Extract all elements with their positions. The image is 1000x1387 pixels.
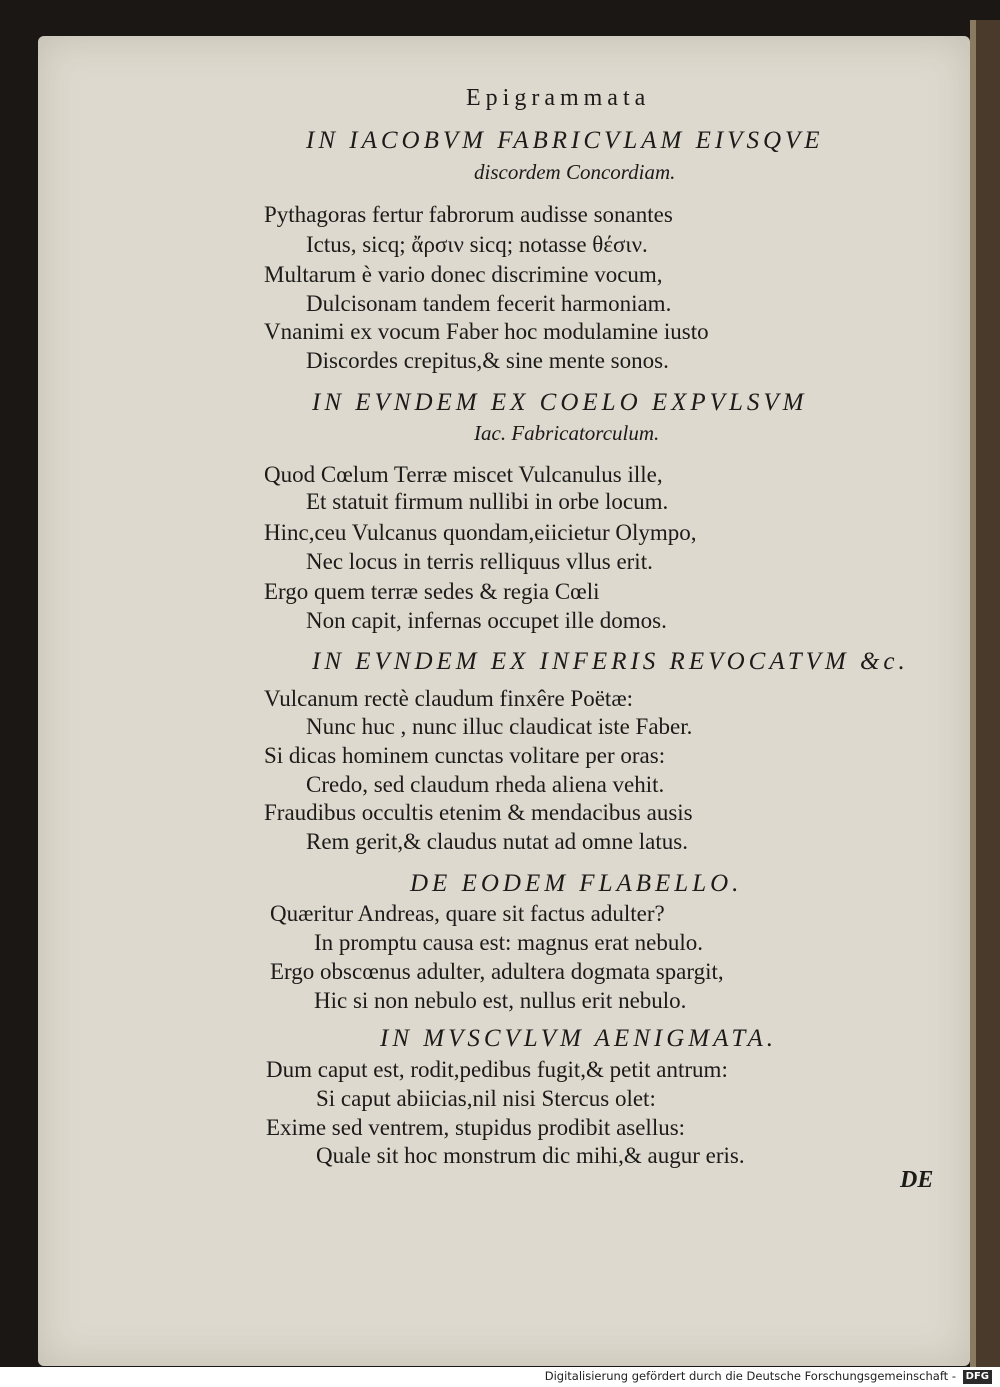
verse-line: Dulcisonam tandem fecerit harmoniam. <box>306 291 672 316</box>
section-5-heading: IN MVSCVLVM AENIGMATA. <box>380 1025 777 1052</box>
verse-line: Nec locus in terris relliquus vllus erit. <box>306 549 653 574</box>
verse-line: Hinc,ceu Vulcanus quondam,eiicietur Olympo, <box>264 520 697 545</box>
verse-line: Quod Cœlum Terræ miscet Vulcanulus ille, <box>264 462 663 487</box>
verse-line: Ergo quem terræ sedes & regia Cœli <box>264 579 600 604</box>
section-2-subheading: Iac. Fabricatorculum. <box>474 421 660 445</box>
verse-line: Quale sit hoc monstrum dic mihi,& augur eris. <box>316 1143 745 1168</box>
verse-line: Si caput abiicias,nil nisi Stercus olet: <box>316 1086 656 1111</box>
book-edge <box>970 20 1000 1367</box>
running-head: Epigrammata <box>466 85 651 111</box>
verse-line: Si dicas hominem cunctas volitare per oras: <box>264 743 666 768</box>
section-2-heading: IN EVNDEM EX COELO EXPVLSVM <box>312 389 808 416</box>
verse-line: Exime sed ventrem, stupidus prodibit asellus: <box>266 1115 686 1140</box>
verse-line: Vulcanum rectè claudum finxêre Poëtæ: <box>264 686 634 711</box>
verse-line: Quæritur Andreas, quare sit factus adulter? <box>270 901 665 926</box>
dfg-logo: DFG <box>963 1370 992 1384</box>
verse-line: Ergo obscœnus adulter, adultera dogmata spargit, <box>270 959 724 984</box>
verse-line: Multarum è vario donec discrimine vocum, <box>264 262 663 287</box>
verse-line: Dum caput est, rodit,pedibus fugit,& petit antrum: <box>266 1057 728 1082</box>
verse-line: Pythagoras fertur fabrorum audisse sonantes <box>264 202 673 227</box>
verse-line: In promptu causa est: magnus erat nebulo. <box>314 930 703 955</box>
verse-line: Non capit, infernas occupet ille domos. <box>306 608 667 633</box>
section-4-heading: DE EODEM FLABELLO. <box>410 870 743 897</box>
verse-line: Fraudibus occultis etenim & mendacibus ausis <box>264 800 693 825</box>
verse-line: Discordes crepitus,& sine mente sonos. <box>306 348 669 373</box>
verse-line: Ictus, sicq; ἄρσιν sicq; notasse θέσιν. <box>306 232 648 257</box>
verse-line: Nunc huc , nunc illuc claudicat iste Faber. <box>306 714 693 739</box>
funding-notice: Digitalisierung gefördert durch die Deutsche Forschungsgemeinschaft - <box>544 1369 956 1383</box>
catchword: DE <box>900 1167 934 1193</box>
verse-line: Et statuit firmum nullibi in orbe locum. <box>306 489 669 514</box>
verse-line: Rem gerit,& claudus nutat ad omne latus. <box>306 829 688 854</box>
verse-line: Hic si non nebulo est, nullus erit nebulo. <box>314 988 687 1013</box>
verse-line: Credo, sed claudum rheda aliena vehit. <box>306 772 665 797</box>
verse-line: Vnanimi ex vocum Faber hoc modulamine iusto <box>264 319 709 344</box>
section-3-heading: IN EVNDEM EX INFERIS REVOCATVM &c. <box>312 648 909 675</box>
section-1-subheading: discordem Concordiam. <box>474 160 676 184</box>
section-1-heading: IN IACOBVM FABRICVLAM EIVSQVE <box>306 127 824 154</box>
